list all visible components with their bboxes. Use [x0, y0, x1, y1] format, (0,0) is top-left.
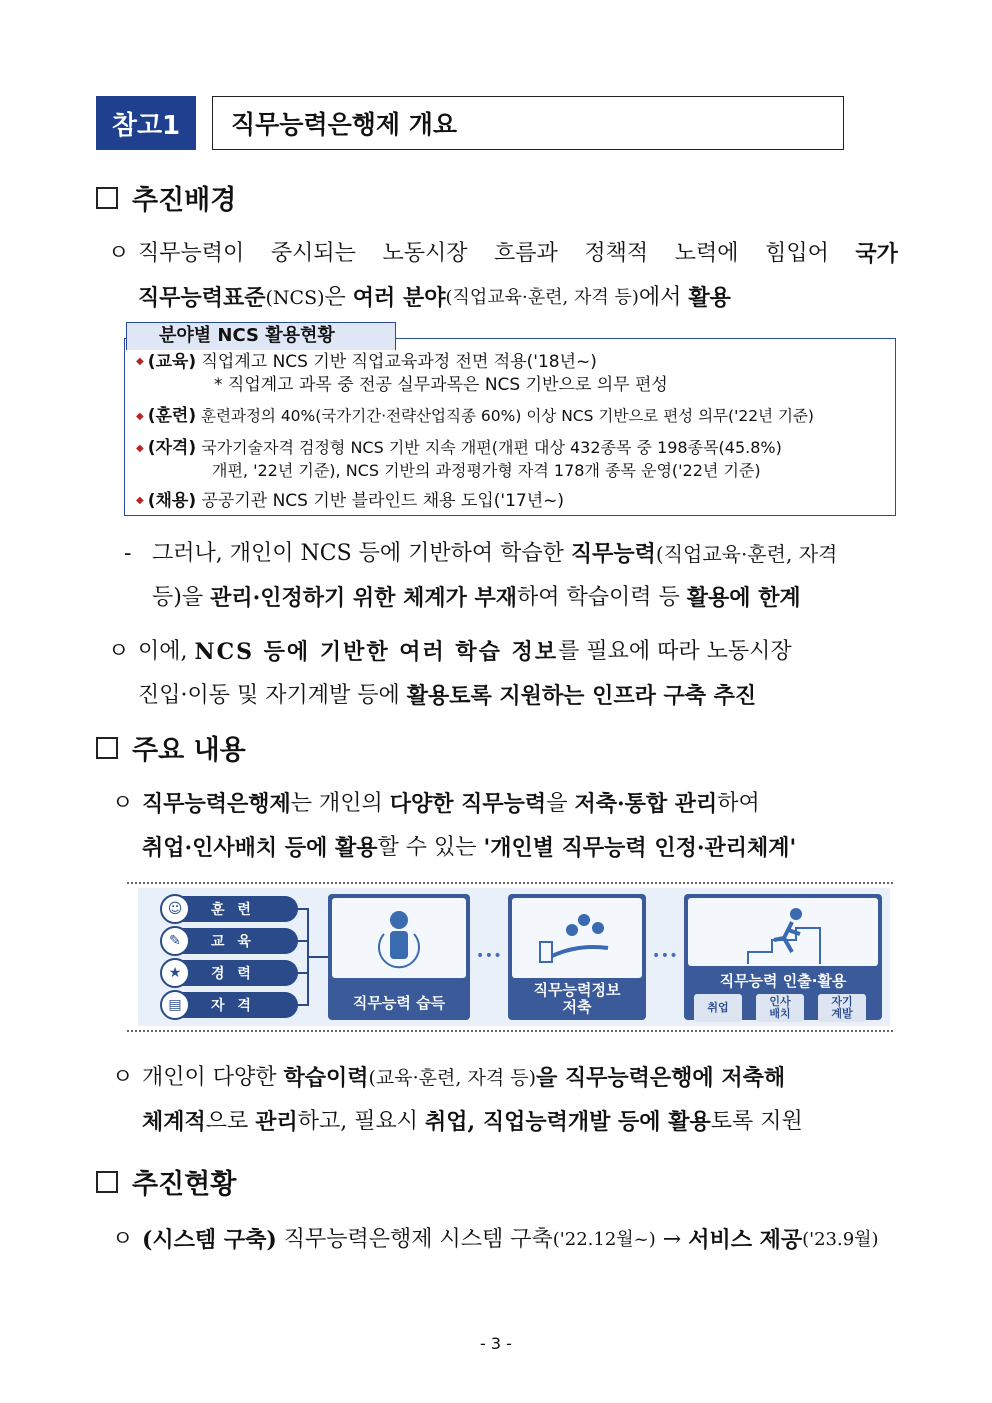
word: 흐름과: [494, 241, 558, 266]
checkbox-square-icon: [96, 187, 118, 209]
use-chip: [818, 994, 866, 1022]
diamond-bullet-icon: ◆: [136, 356, 144, 367]
text: →: [655, 1227, 689, 1252]
text: 활용토록 지원하는 인프라 구축 추진: [406, 683, 757, 709]
bullet: ㅇ: [108, 639, 130, 664]
ncs-row-text: * 직업계고 과목 중 전공 실무과목은 NCS 기반으로 의무 편성: [214, 375, 668, 395]
text: ('22.12월~): [552, 1229, 656, 1250]
ncs-box-title: 분야별 NCS 활용현황: [126, 322, 396, 350]
text: 개인이 다양한: [142, 1065, 284, 1090]
diamond-bullet-icon: ◆: [136, 410, 144, 422]
word: 노동시장: [382, 241, 468, 266]
text: 을: [535, 1065, 565, 1091]
text: 그러나, 개인이 NCS 등에 기반하여 학습한: [152, 541, 571, 566]
text: 서비스 제공: [688, 1227, 803, 1253]
text: 직무능력: [570, 541, 656, 567]
section-heading-background: [96, 178, 236, 217]
p1-line1: [138, 232, 898, 276]
text: 하고, 필요시: [297, 1109, 426, 1134]
ncs-row: [214, 373, 668, 397]
use-chip: [694, 994, 742, 1022]
input-label: 자 격: [211, 998, 255, 1014]
text: 토록 지원: [710, 1109, 803, 1134]
dotted-divider: [127, 882, 893, 884]
word: 노력에: [674, 241, 739, 266]
bullet: ㅇ: [112, 791, 134, 816]
checkbox-square-icon: [96, 737, 118, 759]
panel-label-line: 저축: [562, 998, 592, 1016]
text: (교육·훈련, 자격 등): [368, 1067, 536, 1089]
text: 관리: [255, 1109, 298, 1135]
text: 저축·통합 관리: [574, 791, 718, 817]
checkbox-square-icon: [96, 1171, 118, 1193]
chip-label: 계발: [831, 1007, 853, 1020]
connector-lines: [290, 888, 330, 1026]
text: 하여: [717, 791, 760, 816]
panel-label: 직무능력 인출·활용: [719, 972, 847, 990]
text: 는 개인의: [290, 791, 390, 816]
text: 직무능력은행제: [142, 791, 291, 817]
text: 활용: [688, 285, 731, 311]
section-title: 추진현황: [132, 1169, 237, 1200]
chip-label: 배치: [769, 1007, 791, 1020]
panel-withdraw: [684, 894, 882, 1020]
section-heading: [96, 728, 246, 767]
page-title-text: 직무능력은행제 개요: [231, 110, 458, 139]
runner-stairs-icon: [688, 898, 878, 966]
panel-acquire: [328, 894, 470, 1020]
text: NCS 등에 기반한 여러 학습 정보: [194, 639, 559, 665]
text: 를 필요에 따라 노동시장: [558, 639, 792, 664]
chip-label: 자기: [831, 995, 853, 1008]
panel-label: [508, 982, 646, 1016]
text: 직무능력은행제 시스템 구축: [276, 1227, 553, 1252]
panel-image: [332, 898, 466, 978]
text: 직무능력표준: [138, 285, 266, 311]
section-title: 추진배경: [132, 185, 237, 216]
panel-save: [508, 894, 646, 1020]
dash-bullet: -: [124, 541, 132, 566]
career-icon: ★: [160, 958, 190, 988]
text: 취업, 직업능력개발 등에 활용: [425, 1109, 711, 1135]
arrow-dots-icon: • • •: [476, 948, 500, 964]
text: 에서: [638, 285, 689, 310]
text: 할 수 있는: [377, 835, 484, 860]
text: 하여 학습이력 등: [517, 585, 687, 610]
paragraph-5: [112, 1218, 902, 1262]
ncs-row: [136, 404, 814, 429]
text: 관리·인정하기 위한 체계가 부재: [210, 585, 518, 611]
ncs-row: [136, 436, 782, 461]
text: 직무능력은행에 저축해: [564, 1065, 786, 1091]
section-heading: [96, 1162, 236, 1201]
text: (NCS): [265, 287, 325, 309]
text: 이에,: [138, 639, 195, 664]
ncs-row-label: (채용): [147, 491, 197, 511]
panel-label-line: 직무능력정보: [533, 981, 621, 999]
chip-label: 인사: [769, 995, 791, 1008]
text: 등)을: [152, 585, 211, 610]
text: 활용에 한계: [686, 585, 801, 611]
use-chip: [756, 994, 804, 1022]
ncs-row-label: (훈련): [147, 406, 197, 426]
text: 체계적: [142, 1109, 206, 1135]
panel-label: 직무능력 습득: [352, 994, 446, 1012]
input-label: 경 력: [211, 966, 255, 982]
process-diagram: [138, 888, 890, 1026]
paragraph-3: [112, 782, 902, 870]
arrow-dots-icon: • • •: [652, 948, 676, 964]
reference-tag: 참고1: [96, 96, 196, 150]
bullet: ㅇ: [108, 241, 130, 266]
person-target-icon: [332, 898, 466, 978]
text: 은: [324, 285, 353, 310]
panel-image: [688, 898, 878, 966]
page-title: [212, 96, 844, 150]
word: 힘입어: [765, 241, 829, 266]
text: ('23.9월): [802, 1229, 879, 1250]
input-label: 훈 련: [211, 902, 255, 918]
ncs-row-text: 훈련과정의 40%(국가기간·전략산업직종 60%) 이상 NCS 기반으로 편성 의무('22년 기준): [201, 407, 814, 425]
dotted-divider: [127, 1030, 893, 1032]
paragraph-4: [112, 1056, 902, 1144]
diamond-bullet-icon: ◆: [136, 495, 144, 506]
text: 진입·이동 및 자기계발 등에: [138, 683, 407, 708]
ncs-row-label: (교육): [147, 352, 197, 372]
panel-image: [512, 898, 642, 978]
ncs-row-text: 국가기술자격 검정형 NCS 기반 지속 개편(개편 대상 432종목 중 198종목(45.8%): [201, 438, 782, 457]
ncs-row-label: (자격): [147, 438, 197, 458]
word: 중시되는: [270, 241, 356, 266]
text: 학습이력: [283, 1065, 369, 1091]
p1-line2: [108, 276, 898, 320]
text: (시스템 구축): [142, 1227, 277, 1253]
ncs-row-text: 개편, '22년 기준), NCS 기반의 과정평가형 자격 178개 종목 운영('22년 기준): [212, 461, 761, 480]
chip-label: 취업: [707, 1001, 729, 1014]
text: 으로: [205, 1109, 256, 1134]
ncs-row: [212, 459, 761, 483]
ncs-row: [136, 350, 597, 374]
diamond-bullet-icon: ◆: [136, 442, 144, 454]
bullet: ㅇ: [112, 1227, 134, 1252]
paragraph-2: [108, 630, 898, 718]
ncs-row-text: 직업계고 NCS 기반 직업교육과정 전면 적용('18년~): [201, 352, 597, 372]
training-icon: ☺: [160, 894, 190, 924]
word: 직무능력이: [138, 241, 245, 266]
certificate-icon: ▤: [160, 990, 190, 1020]
ncs-row-text: 공공기관 NCS 기반 블라인드 채용 도입('17년~): [201, 491, 565, 511]
input-label: 교 육: [211, 934, 255, 950]
text: '개인별 직무능력 인정·관리체계': [483, 835, 797, 861]
ncs-row: [136, 489, 564, 513]
word: 국가: [855, 241, 898, 267]
hand-coins-icon: [512, 898, 642, 978]
education-icon: ✎: [160, 926, 190, 956]
page-number: - 3 -: [480, 1334, 512, 1353]
text: (직업교육·훈련, 자격: [655, 542, 838, 566]
paragraph-background: [108, 232, 898, 320]
text: 을: [546, 791, 575, 816]
word: 정책적: [584, 241, 649, 266]
text: 취업·인사배치 등에 활용: [142, 835, 378, 861]
dash-paragraph: [124, 532, 898, 620]
section-title: 주요 내용: [132, 735, 246, 766]
bullet: ㅇ: [112, 1065, 134, 1090]
text: 여러 분야: [352, 285, 446, 311]
text: 다양한 직무능력: [389, 791, 547, 817]
text: (직업교육·훈련, 자격 등): [445, 287, 639, 308]
